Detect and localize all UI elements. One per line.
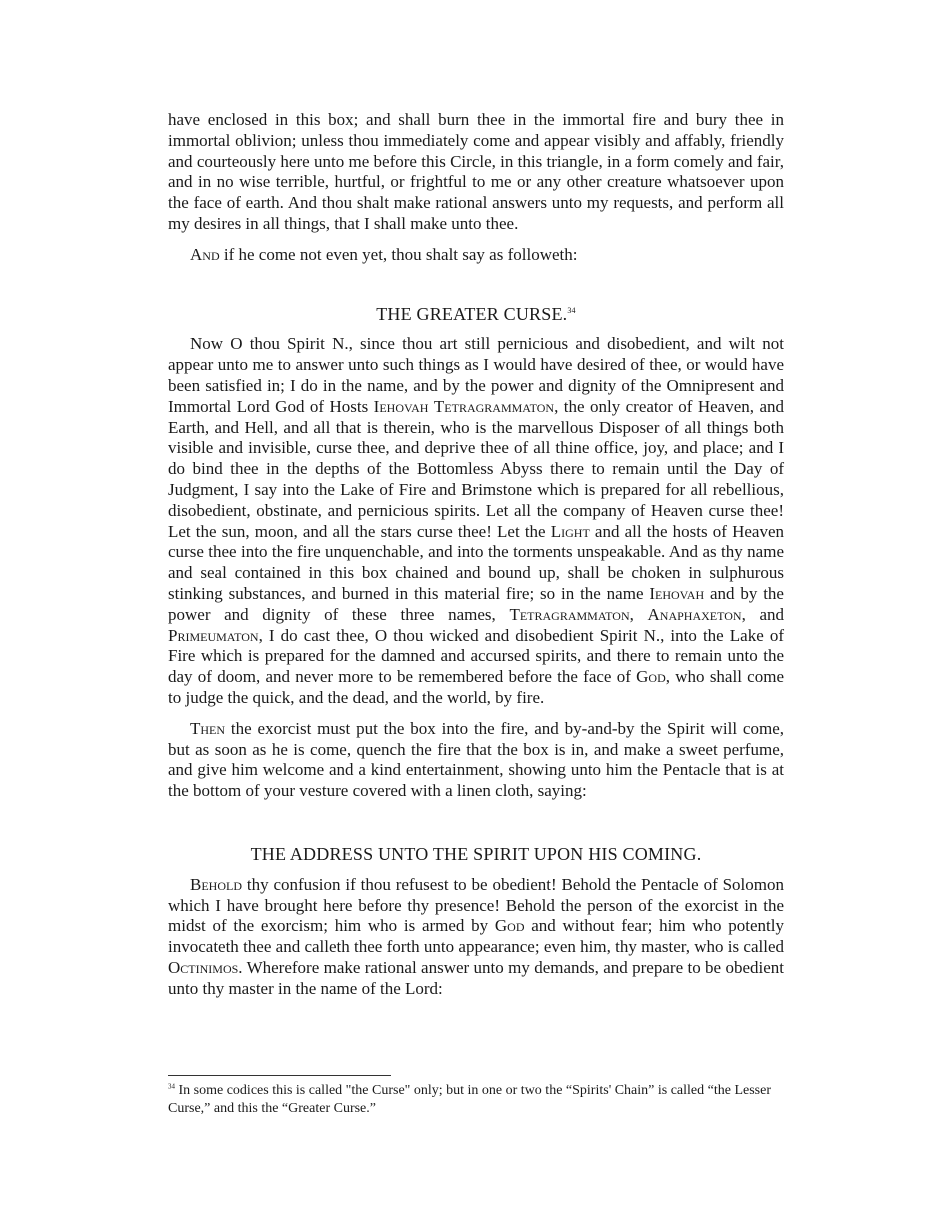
paragraph-text: thy confusion if thou refusest to be obedient! Behold the Pentacle of Solomon which I have brought here before thy presence! Behold the person of the exorcist in the midst of the exorcism; him who is armed by <box>168 874 784 936</box>
footnote-text: In some codices this is called "the Curse" only; but in one or two the “Spirits' Chain” is called “the Lesser Curse,” and this the “Greater Curse.” <box>168 1083 771 1116</box>
footnote <box>168 1082 784 1117</box>
heading-text: THE GREATER CURSE. <box>376 303 568 324</box>
small-caps-word: God <box>636 667 666 687</box>
paragraph-text: , I do cast thee, O thou wicked and disobedient Spirit N., into the Lake of Fire which is prepared for the damned and accursed spirits, and there to remain unto the day of doom, and never more to be remembered before the face of <box>168 625 784 687</box>
heading-greater-curse <box>168 304 784 325</box>
footnote-divider <box>168 1075 391 1076</box>
paragraph-text: , <box>629 604 648 624</box>
small-caps-word: Then <box>190 718 226 738</box>
small-caps-word: Anaphaxeton <box>647 604 742 624</box>
paragraph-text: if he come not even yet, thou shalt say as followeth: <box>219 244 578 264</box>
paragraph-text: , the only creator of Heaven, and Earth, and Hell, and all that is therein, who is the marvellous Disposer of all things both visible and invisible, curse thee, and deprive thee of all thine office, joy, and place; and I do bind thee in the depths of the Bottomless Abyss there to remain until the Day of Judgment, I say into the Lake of Fire and Brimstone which is prepared for all rebellious, disobedient, obstinate, and pernicious spirits. Let all the company of Heaven curse thee! Let the sun, moon, and all the stars curse thee! Let the <box>168 396 785 541</box>
paragraph-text: and without fear; him who potently invocateth thee and calleth thee forth unto appearance; even him, thy master, who is called <box>168 916 784 957</box>
small-caps-word: Iehovah <box>649 583 705 603</box>
paragraph-text: . Wherefore make rational answer unto my demands, and prepare to be obedient unto thy master in the name of the Lord: <box>168 957 784 998</box>
heading-address <box>168 844 784 865</box>
heading-text: THE ADDRESS UNTO THE SPIRIT UPON HIS COMING. <box>250 843 702 864</box>
small-caps-word: Light <box>550 521 590 541</box>
small-caps-word: And <box>190 244 220 264</box>
paragraph-curse <box>168 334 784 708</box>
small-caps-word: Behold <box>190 874 242 894</box>
paragraph-text: , and <box>741 604 784 624</box>
paragraph-text: , who shall come to judge the quick, and the dead, and the world, by fire. <box>168 667 784 707</box>
paragraph-text: have enclosed in this box; and shall burn thee in the immortal fire and bury thee in immortal oblivion; unless thou immediately come and appear visibly and affably, friendly and courteously here unto me before this Circle, in this triangle, in a form comely and fair, and in no wise terrible, hurtful, or frightful to me or any other creature whatsoever upon the face of earth. And thou shalt make rational answers unto my requests, and perform all my desires in all things, that I shall make unto thee. <box>168 110 784 233</box>
small-caps-word: God <box>494 916 525 936</box>
paragraph-instruction <box>168 245 784 266</box>
paragraph-text: and by the power and dignity of these three names, <box>168 583 784 624</box>
small-caps-word: Iehovah <box>373 396 429 416</box>
small-caps-word: Tetragrammaton <box>433 396 555 416</box>
paragraph-text: the exorcist must put the box into the fire, and by-and-by the Spirit will come, but as soon as he is come, quench the fire that the box is in, and make a sweet perfume, and give him welcome and a kind entertainment, showing unto him the Pentacle that is at the bottom of your vesture covered with a linen cloth, saying: <box>168 718 784 801</box>
paragraph-exorcist-instruction <box>168 719 784 802</box>
small-caps-word: Primeumaton <box>168 625 259 645</box>
paragraph-text: Now O thou Spirit N., since thou art still pernicious and disobedient, and wilt not appear unto me to answer unto such things as I would have desired of thee, or would have been satisfied in; I do in the name, and by the power and dignity of the Omnipresent and Immortal Lord God of Hosts <box>168 334 784 416</box>
paragraph-address <box>168 875 784 1000</box>
page-body <box>168 110 784 999</box>
small-caps-word: Tetragrammaton <box>509 604 630 624</box>
footnote-marker: 34 <box>567 305 576 315</box>
paragraph-continuation <box>168 110 784 235</box>
paragraph-text: and all the hosts of Heaven curse thee into the fire unquenchable, and into the torments unspeakable. And as thy name and seal contained in this box chained and bound up, shall be choken in sulphurous stinking substances, and burned in this material fire; so in the name <box>168 521 784 603</box>
small-caps-word: Octinimos <box>168 957 239 977</box>
footnote-number: 34 <box>168 1082 175 1091</box>
